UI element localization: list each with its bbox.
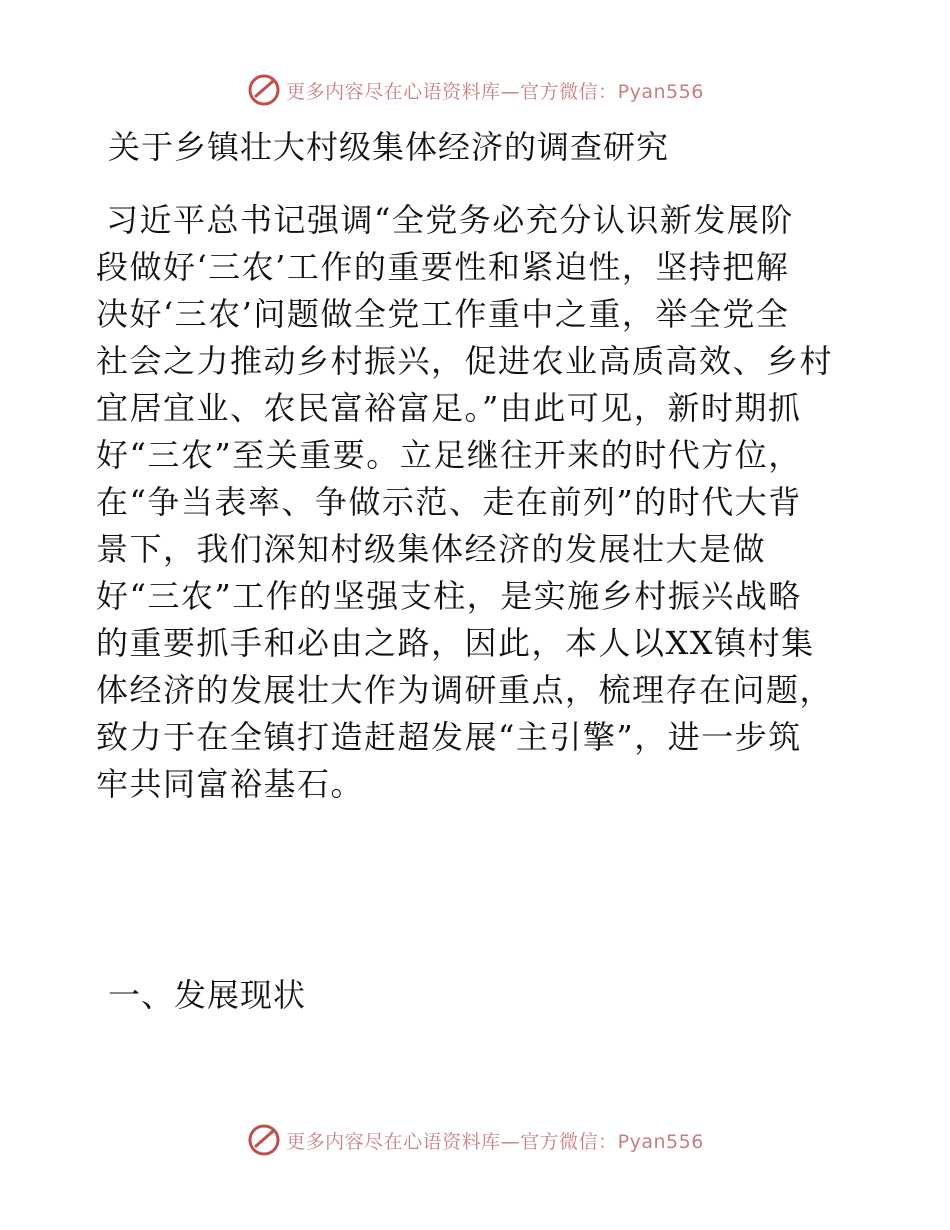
paragraph-line: 牢共同富裕基石。 <box>96 765 365 803</box>
paragraph-line: 决好‘三农’问题做全党工作重中之重，举全党全 <box>96 295 790 333</box>
paragraph-line: 社会之力推动乡村振兴，促进农业高质高效、乡村 <box>96 342 834 380</box>
paragraph-line: 景下，我们深知村级集体经济的发展壮大是做 <box>96 530 767 568</box>
body-paragraph <box>96 197 854 808</box>
document-title: 关于乡镇壮大村级集体经济的调查研究 <box>108 128 670 166</box>
watermark-text: 更多内容尽在心语资料库—官方微信：Pyan556 <box>286 1130 704 1153</box>
paragraph-line: 致力于在全镇打造赶超发展“主引擎”，进一步筑 <box>96 718 802 756</box>
watermark-group <box>246 72 704 108</box>
watermark-logo-icon <box>246 72 282 108</box>
paragraph-line: 好“三农”至关重要。立足继往开来的时代方位， <box>96 436 802 474</box>
paragraph-line: 宜居宜业、农民富裕富足。”由此可见，新时期抓 <box>96 389 802 427</box>
paragraph-line: 好“三农”工作的坚强支柱，是实施乡村振兴战略 <box>96 577 802 615</box>
header-watermark <box>0 70 950 110</box>
paragraph-line: 段做好‘三农’工作的重要性和紧迫性，坚持把解 <box>96 248 790 286</box>
footer-watermark <box>0 1120 950 1160</box>
watermark-group <box>246 1122 704 1158</box>
section-heading: 一、发展现状 <box>108 976 307 1014</box>
watermark-logo-icon <box>246 1122 282 1158</box>
paragraph-line: 在“争当表率、争做示范、走在前列”的时代大背 <box>96 483 802 521</box>
watermark-text: 更多内容尽在心语资料库—官方微信：Pyan556 <box>286 80 704 103</box>
paragraph-line: 的重要抓手和必由之路，因此，本人以XX镇村集 <box>96 624 815 662</box>
paragraph-line: 体经济的发展壮大作为调研重点，梳理存在问题， <box>96 671 834 709</box>
paragraph-line: 习近平总书记强调“全党务必充分认识新发展阶 <box>106 201 794 239</box>
